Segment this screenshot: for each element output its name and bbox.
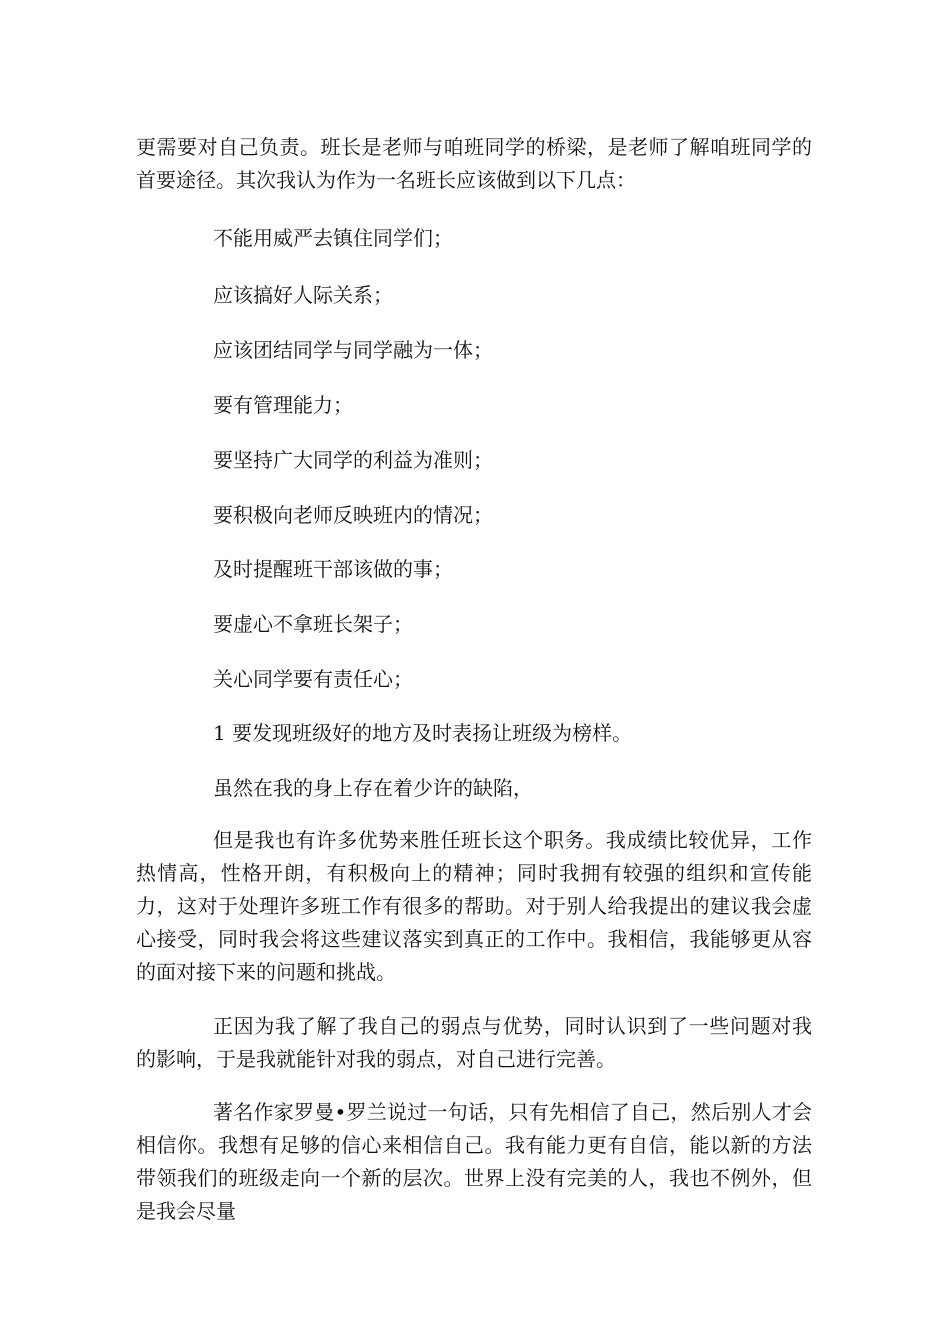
list-item: 要积极向老师反映班内的情况； [213,503,493,527]
list-item: 1 要发现班级好的地方及时表扬让班级为榜样。 [213,721,633,745]
intro-paragraph: 更需要对自己负责。班长是老师与咱班同学的桥梁，是老师了解咱班同学的首要途径。其次我认为作为一名班长应该做到以下几点： [136,135,812,192]
list-item: 要有管理能力； [213,393,353,417]
improvement-paragraph: 正因为我了解了我自己的弱点与优势，同时认识到了一些问题对我的影响，于是我就能针对我的弱点，对自己进行完善。 [136,1014,812,1071]
quote-paragraph: 著名作家罗曼•罗兰说过一句话，只有先相信了自己，然后别人才会相信你。我想有足够的信心来相信自己。我有能力更有自信，能以新的方法带领我们的班级走向一个新的层次。世界上没有完美的人，我也不例外，但是我会尽量 [136,1100,812,1223]
strengths-paragraph: 但是我也有许多优势来胜任班长这个职务。我成绩比较优异，工作热情高，性格开朗，有积极向上的精神；同时我拥有较强的组织和宣传能力，这对于处理许多班工作有很多的帮助。对于别人给我提出的建议我会虚心接受，同时我会将这些建议落实到真正的工作中。我相信，我能够更从容的面对接下来的问题和挑战。 [136,828,812,984]
list-item: 要虚心不拿班长架子； [213,612,413,636]
list-item: 不能用威严去镇住同学们； [213,226,453,250]
list-item: 及时提醒班干部该做的事； [213,557,453,581]
list-item: 应该搞好人际关系； [213,283,393,307]
list-item: 应该团结同学与同学融为一体； [213,338,493,362]
list-item: 关心同学要有责任心； [213,667,413,691]
shortcoming-line: 虽然在我的身上存在着少许的缺陷， [213,776,533,800]
list-item: 要坚持广大同学的利益为准则； [213,448,493,472]
